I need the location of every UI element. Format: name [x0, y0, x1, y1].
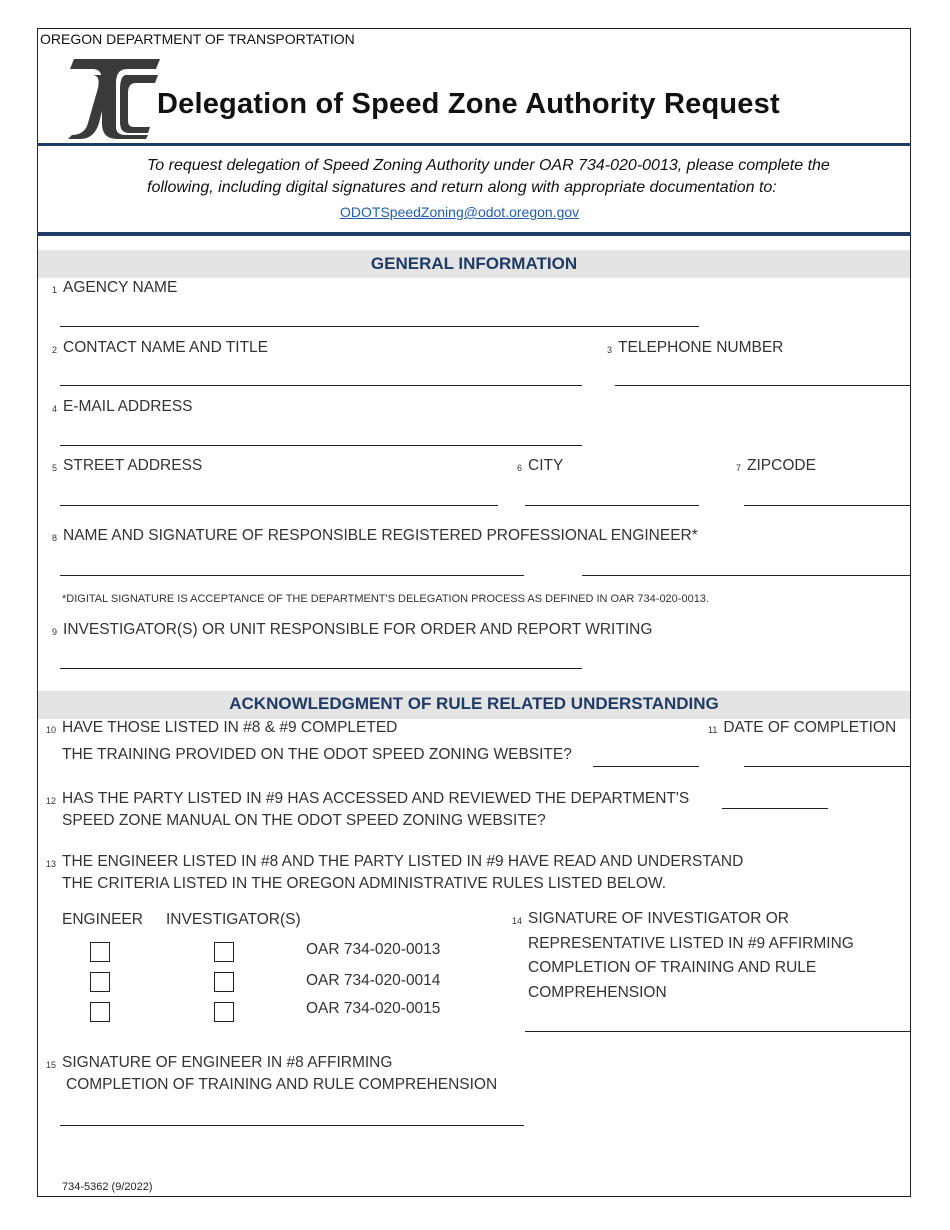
- contact-name-label: $^2$ CONTACT NAME AND TITLE: [52, 339, 268, 356]
- investigator-signature-label: $^{14}$ SIGNATURE OF INVESTIGATOR OR REPRESENTATIVE LISTED IN #9 AFFIRMING COMPLETION OF TRAINING AND RULE COMPREHENSION: [512, 910, 854, 1001]
- zipcode-field[interactable]: [744, 505, 910, 506]
- rule-oar-0013: OAR 734-020-0013: [306, 941, 441, 958]
- street-address-field[interactable]: [60, 505, 498, 506]
- telephone-label: $^3$ TELEPHONE NUMBER: [607, 339, 784, 356]
- agency-name-field[interactable]: [60, 326, 699, 327]
- form-number: 734-5362 (9/2022): [62, 1181, 153, 1193]
- general-info-heading: GENERAL INFORMATION: [370, 254, 578, 273]
- zipcode-label: $^7$ ZIPCODE: [736, 457, 816, 474]
- engineer-checkbox-0013[interactable]: [90, 942, 110, 962]
- training-question: $^{10}$ HAVE THOSE LISTED IN #8 & #9 COMPLETED THE TRAINING PROVIDED ON THE ODOT SPEED ZONING WEBSITE?: [46, 719, 572, 763]
- engineer-label: $^8$ NAME AND SIGNATURE OF RESPONSIBLE REGISTERED PROFESSIONAL ENGINEER*: [52, 527, 698, 544]
- engineer-checkbox-0014[interactable]: [90, 972, 110, 992]
- form-title: Delegation of Speed Zone Authority Request: [157, 88, 780, 120]
- odot-logo: [66, 55, 164, 139]
- rule-oar-0014: OAR 734-020-0014: [306, 972, 441, 989]
- intro-divider: [37, 232, 911, 236]
- investigator-field[interactable]: [60, 668, 582, 669]
- training-answer-field[interactable]: [593, 766, 699, 767]
- manual-question: $^{12}$ HAS THE PARTY LISTED IN #9 HAS ACCESSED AND REVIEWED THE DEPARTMENT'S SPEED ZONE MANUAL ON THE ODOT SPEED ZONING WEBSITE?: [46, 790, 690, 829]
- city-field[interactable]: [525, 505, 699, 506]
- engineer-checkbox-0015[interactable]: [90, 1002, 110, 1022]
- email-field[interactable]: [60, 445, 582, 446]
- submission-email-link[interactable]: ODOTSpeedZoning@odot.oregon.gov: [340, 204, 580, 220]
- completion-date-field[interactable]: [744, 766, 910, 767]
- completion-date-label: $^{11}$ DATE OF COMPLETION: [708, 719, 897, 736]
- agency-name: OREGON DEPARTMENT OF TRANSPORTATION: [40, 31, 355, 47]
- investigator-label: $^9$ INVESTIGATOR(S) OR UNIT RESPONSIBLE FOR ORDER AND REPORT WRITING: [52, 621, 653, 638]
- investigator-checkbox-0015[interactable]: [214, 1002, 234, 1022]
- engineer-signature-label: $^{15}$ SIGNATURE OF ENGINEER IN #8 AFFIRMING COMPLETION OF TRAINING AND RULE COMPREHENSION: [46, 1054, 498, 1093]
- investigator-checkbox-0014[interactable]: [214, 972, 234, 992]
- manual-answer-field[interactable]: [722, 808, 828, 809]
- digital-signature-note: *DIGITAL SIGNATURE IS ACCEPTANCE OF THE DEPARTMENT'S DELEGATION PROCESS AS DEFINED IN OAR 734-020-0013.: [62, 593, 709, 605]
- rule-oar-0015: OAR 734-020-0015: [306, 1000, 441, 1017]
- engineer-signature-field[interactable]: [582, 575, 910, 576]
- investigator-column-header: INVESTIGATOR(S): [166, 911, 301, 928]
- investigator-signature-field[interactable]: [525, 1031, 910, 1032]
- intro-text: To request delegation of Speed Zoning Authority under OAR 734-020-0013, please complete the following, including digital signatures and return along with appropriate documentation to:: [147, 157, 830, 196]
- criteria-statement: $^{13}$ THE ENGINEER LISTED IN #8 AND THE PARTY LISTED IN #9 HAVE READ AND UNDERSTAND THE CRITERIA LISTED IN THE OREGON ADMINISTRATIVE RULES LISTED BELOW.: [46, 853, 744, 892]
- engineer-name-field[interactable]: [60, 575, 524, 576]
- email-label: $^4$ E-MAIL ADDRESS: [52, 398, 193, 415]
- engineer-column-header: ENGINEER: [62, 911, 143, 928]
- acknowledgment-heading: ACKNOWLEDGMENT OF RULE RELATED UNDERSTANDING: [229, 694, 719, 713]
- header-divider: [37, 143, 911, 146]
- investigator-checkbox-0013[interactable]: [214, 942, 234, 962]
- agency-name-label: $^1$ AGENCY NAME: [52, 279, 178, 296]
- contact-name-field[interactable]: [60, 385, 582, 386]
- street-address-label: $^5$ STREET ADDRESS: [52, 457, 203, 474]
- city-label: $^6$ CITY: [517, 457, 564, 474]
- engineer-signature-affirm-field[interactable]: [60, 1125, 524, 1126]
- telephone-field[interactable]: [615, 385, 910, 386]
